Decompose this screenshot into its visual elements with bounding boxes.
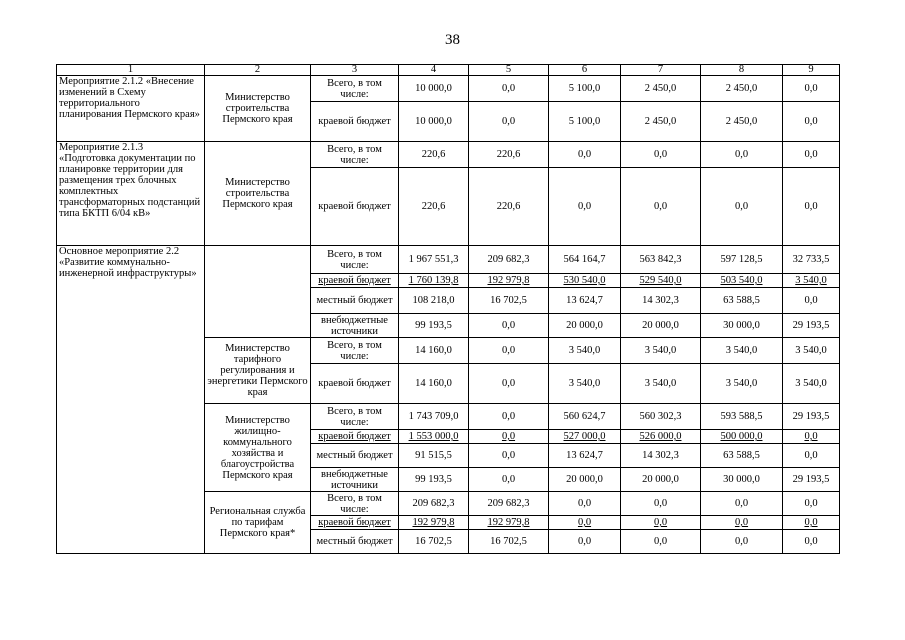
amount-cell: 14 302,3 <box>621 288 701 314</box>
amount-cell: 1 760 139,8 <box>399 274 469 288</box>
amount-cell: 0,0 <box>621 530 701 554</box>
amount-cell: 0,0 <box>783 492 840 516</box>
amount-cell: 527 000,0 <box>549 430 621 444</box>
amount-cell: 0,0 <box>783 102 840 142</box>
amount-cell: 1 553 000,0 <box>399 430 469 444</box>
amount-cell: 0,0 <box>549 168 621 246</box>
amount-cell: 1 743 709,0 <box>399 404 469 430</box>
header-cell: 4 <box>399 65 469 76</box>
amount-cell: 220,6 <box>399 142 469 168</box>
funding-source: Всего, в том числе: <box>311 76 399 102</box>
amount-cell: 2 450,0 <box>621 76 701 102</box>
measure-name: Основное мероприятие 2.2 «Развитие коммунально-инженерной инфраструктуры» <box>57 246 205 554</box>
amount-cell: 0,0 <box>701 142 783 168</box>
table-row <box>57 142 840 168</box>
amount-cell: 20 000,0 <box>621 468 701 492</box>
header-cell: 8 <box>701 65 783 76</box>
amount-cell: 0,0 <box>469 76 549 102</box>
amount-cell: 3 540,0 <box>621 338 701 364</box>
amount-cell: 209 682,3 <box>399 492 469 516</box>
funding-source: краевой бюджет <box>311 274 399 288</box>
amount-cell: 564 164,7 <box>549 246 621 274</box>
amount-cell: 13 624,7 <box>549 288 621 314</box>
amount-cell: 0,0 <box>469 338 549 364</box>
funding-source: Всего, в том числе: <box>311 142 399 168</box>
amount-cell: 99 193,5 <box>399 468 469 492</box>
amount-cell: 0,0 <box>469 430 549 444</box>
amount-cell: 0,0 <box>621 168 701 246</box>
amount-cell: 0,0 <box>469 468 549 492</box>
amount-cell: 3 540,0 <box>701 364 783 404</box>
amount-cell: 1 967 551,3 <box>399 246 469 274</box>
amount-cell: 91 515,5 <box>399 444 469 468</box>
amount-cell: 530 540,0 <box>549 274 621 288</box>
funding-source: краевой бюджет <box>311 430 399 444</box>
amount-cell: 529 540,0 <box>621 274 701 288</box>
header-cell: 6 <box>549 65 621 76</box>
amount-cell: 13 624,7 <box>549 444 621 468</box>
amount-cell: 29 193,5 <box>783 404 840 430</box>
amount-cell: 0,0 <box>701 168 783 246</box>
amount-cell: 16 702,5 <box>399 530 469 554</box>
amount-cell: 3 540,0 <box>701 338 783 364</box>
amount-cell: 10 000,0 <box>399 76 469 102</box>
funding-table <box>56 64 840 554</box>
amount-cell: 0,0 <box>783 76 840 102</box>
amount-cell: 0,0 <box>549 492 621 516</box>
executor <box>205 246 311 338</box>
amount-cell: 526 000,0 <box>621 430 701 444</box>
amount-cell: 2 450,0 <box>701 76 783 102</box>
amount-cell: 220,6 <box>469 168 549 246</box>
amount-cell: 0,0 <box>621 492 701 516</box>
amount-cell: 0,0 <box>783 142 840 168</box>
funding-source: краевой бюджет <box>311 516 399 530</box>
amount-cell: 192 979,8 <box>399 516 469 530</box>
amount-cell: 14 160,0 <box>399 364 469 404</box>
amount-cell: 3 540,0 <box>549 338 621 364</box>
amount-cell: 192 979,8 <box>469 516 549 530</box>
amount-cell: 597 128,5 <box>701 246 783 274</box>
amount-cell: 0,0 <box>701 492 783 516</box>
amount-cell: 0,0 <box>549 142 621 168</box>
header-cell: 2 <box>205 65 311 76</box>
amount-cell: 16 702,5 <box>469 288 549 314</box>
amount-cell: 2 450,0 <box>621 102 701 142</box>
amount-cell: 3 540,0 <box>783 274 840 288</box>
amount-cell: 209 682,3 <box>469 492 549 516</box>
funding-source: местный бюджет <box>311 530 399 554</box>
amount-cell: 20 000,0 <box>549 468 621 492</box>
amount-cell: 99 193,5 <box>399 314 469 338</box>
amount-cell: 0,0 <box>469 444 549 468</box>
amount-cell: 14 302,3 <box>621 444 701 468</box>
amount-cell: 0,0 <box>783 444 840 468</box>
amount-cell: 0,0 <box>621 142 701 168</box>
executor: Министерство тарифного регулирования и энергетики Пермского края <box>205 338 311 404</box>
header-cell: 7 <box>621 65 701 76</box>
header-row <box>57 65 840 76</box>
funding-source: внебюджетные источники <box>311 468 399 492</box>
amount-cell: 560 624,7 <box>549 404 621 430</box>
amount-cell: 0,0 <box>469 404 549 430</box>
funding-source: краевой бюджет <box>311 168 399 246</box>
amount-cell: 0,0 <box>783 288 840 314</box>
amount-cell: 220,6 <box>399 168 469 246</box>
amount-cell: 3 540,0 <box>783 364 840 404</box>
amount-cell: 0,0 <box>783 168 840 246</box>
amount-cell: 0,0 <box>701 516 783 530</box>
executor: Министерство жилищно-коммунального хозяйства и благоустройства Пермского края <box>205 404 311 492</box>
table-row <box>57 76 840 102</box>
amount-cell: 0,0 <box>621 516 701 530</box>
measure-name: Мероприятие 2.1.2 «Внесение изменений в Схему территориального планирования Пермского края» <box>57 76 205 142</box>
amount-cell: 0,0 <box>549 530 621 554</box>
funding-source: Всего, в том числе: <box>311 246 399 274</box>
amount-cell: 0,0 <box>469 314 549 338</box>
amount-cell: 0,0 <box>783 530 840 554</box>
amount-cell: 0,0 <box>549 516 621 530</box>
amount-cell: 0,0 <box>783 430 840 444</box>
header-cell: 3 <box>311 65 399 76</box>
amount-cell: 63 588,5 <box>701 444 783 468</box>
amount-cell: 5 100,0 <box>549 102 621 142</box>
amount-cell: 0,0 <box>783 516 840 530</box>
amount-cell: 503 540,0 <box>701 274 783 288</box>
amount-cell: 30 000,0 <box>701 314 783 338</box>
amount-cell: 63 588,5 <box>701 288 783 314</box>
amount-cell: 16 702,5 <box>469 530 549 554</box>
amount-cell: 209 682,3 <box>469 246 549 274</box>
executor: Региональная служба по тарифам Пермского края* <box>205 492 311 554</box>
executor: Министерство строительства Пермского края <box>205 76 311 142</box>
table-row <box>57 246 840 274</box>
amount-cell: 560 302,3 <box>621 404 701 430</box>
funding-source: внебюджетные источники <box>311 314 399 338</box>
amount-cell: 192 979,8 <box>469 274 549 288</box>
amount-cell: 2 450,0 <box>701 102 783 142</box>
header-cell: 5 <box>469 65 549 76</box>
amount-cell: 0,0 <box>469 102 549 142</box>
amount-cell: 30 000,0 <box>701 468 783 492</box>
funding-source: краевой бюджет <box>311 102 399 142</box>
amount-cell: 32 733,5 <box>783 246 840 274</box>
amount-cell: 220,6 <box>469 142 549 168</box>
amount-cell: 14 160,0 <box>399 338 469 364</box>
header-cell: 9 <box>783 65 840 76</box>
amount-cell: 593 588,5 <box>701 404 783 430</box>
amount-cell: 3 540,0 <box>549 364 621 404</box>
funding-source: Всего, в том числе: <box>311 404 399 430</box>
funding-source: Всего, в том числе: <box>311 492 399 516</box>
amount-cell: 29 193,5 <box>783 468 840 492</box>
amount-cell: 3 540,0 <box>783 338 840 364</box>
amount-cell: 0,0 <box>469 364 549 404</box>
amount-cell: 0,0 <box>701 530 783 554</box>
amount-cell: 108 218,0 <box>399 288 469 314</box>
funding-source: местный бюджет <box>311 288 399 314</box>
funding-source: местный бюджет <box>311 444 399 468</box>
amount-cell: 3 540,0 <box>621 364 701 404</box>
amount-cell: 10 000,0 <box>399 102 469 142</box>
header-cell: 1 <box>57 65 205 76</box>
page-number: 38 <box>445 32 460 48</box>
amount-cell: 5 100,0 <box>549 76 621 102</box>
executor: Министерство строительства Пермского края <box>205 142 311 246</box>
amount-cell: 500 000,0 <box>701 430 783 444</box>
amount-cell: 563 842,3 <box>621 246 701 274</box>
funding-source: Всего, в том числе: <box>311 338 399 364</box>
measure-name: Мероприятие 2.1.3 «Подготовка документации по планировке территории для размещения трех блочных комплектных трансформаторных подстанций типа БКТП 6/04 кВ» <box>57 142 205 246</box>
amount-cell: 20 000,0 <box>621 314 701 338</box>
amount-cell: 29 193,5 <box>783 314 840 338</box>
funding-source: краевой бюджет <box>311 364 399 404</box>
amount-cell: 20 000,0 <box>549 314 621 338</box>
